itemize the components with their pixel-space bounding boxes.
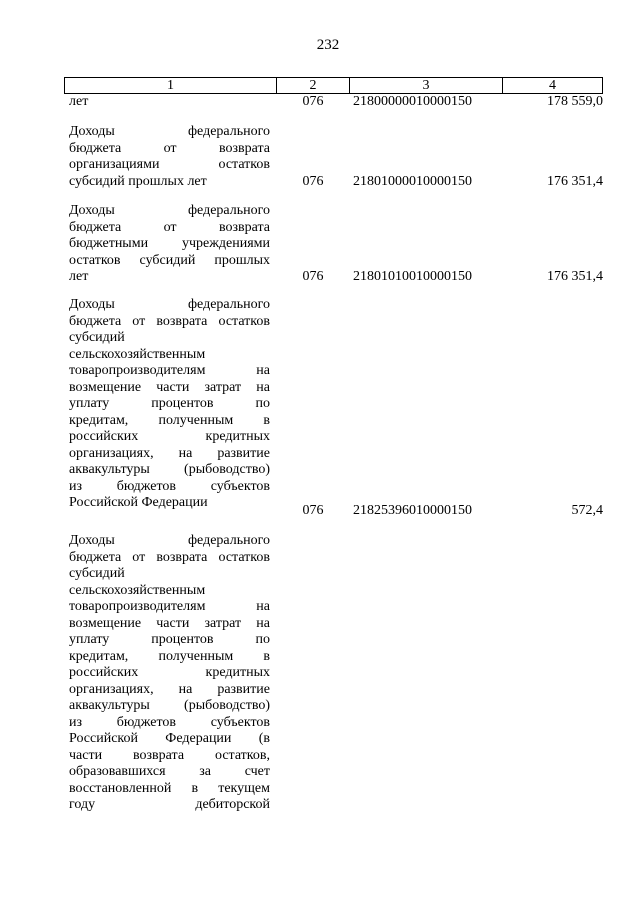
table-header [64,77,603,94]
description-line: субсидий [69,330,125,345]
page-number: 232 [316,37,340,53]
description-line: бюджетными учреждениями [69,236,270,251]
budget-code: 21801010010000150 [353,269,472,284]
description-line: организациях, на развитие [69,445,270,461]
admin-code: 076 [302,94,324,109]
row-description [69,533,270,814]
description-line: организациями остатков [69,157,270,172]
description-line: сельскохозяйственным [69,346,206,362]
description-line: уплату процентов по [69,632,270,647]
description-line: восстановленной в текущем [69,780,270,796]
description-line: бюджета от возврата остатков [69,549,270,565]
description-line: субсидий [69,566,125,581]
header-col-1: 1 [65,78,277,93]
admin-code: 076 [302,269,324,284]
description-line: уплату процентов по [69,396,270,411]
description-line: году дебиторской [69,797,270,812]
description-line: товаропроизводителям на [69,599,270,614]
amount: 178 559,0 [547,94,603,109]
row-description [69,297,270,512]
description-line: товаропроизводителям на [69,363,270,378]
description-line: кредитам, полученным в [69,412,270,428]
description-line: организациях, на развитие [69,681,270,697]
description-line: бюджета от возврата [69,140,270,156]
budget-code: 21801000010000150 [353,173,472,189]
row-description [69,94,270,111]
description-line: аквакультуры (рыбоводство) [69,698,270,713]
admin-code: 076 [302,173,324,189]
description-line: остатков субсидий прошлых [69,252,270,268]
description-line: Доходы федерального [69,297,270,312]
description-line: российских кредитных [69,665,270,680]
budget-code: 21825396010000150 [353,503,472,518]
amount: 176 351,4 [547,269,603,284]
description-line: Доходы федерального [69,203,270,218]
description-line: сельскохозяйственным [69,582,206,598]
header-col-2: 2 [277,78,350,93]
row-description [69,124,270,190]
amount: 176 351,4 [547,173,603,189]
admin-code: 076 [302,503,324,518]
description-line: лет [69,94,89,109]
description-line: кредитам, полученным в [69,648,270,664]
description-line: Российской Федерации (в [69,731,270,746]
amount: 572,4 [571,503,603,518]
description-line: из бюджетов субъектов [69,714,270,730]
description-line: российских кредитных [69,429,270,444]
description-line: субсидий прошлых лет [69,173,207,189]
description-line: бюджета от возврата [69,219,270,235]
description-line: бюджета от возврата остатков [69,313,270,329]
description-line: Российской Федерации [69,495,208,510]
description-line: Доходы федерального [69,124,270,139]
description-line: лет [69,269,89,284]
description-line: части возврата остатков, [69,747,270,763]
description-line: Доходы федерального [69,533,270,548]
description-line: аквакультуры (рыбоводство) [69,462,270,477]
header-col-3: 3 [350,78,503,93]
description-line: возмещение части затрат на [69,615,270,631]
description-line: образовавшихся за счет [69,764,270,779]
row-description [69,203,270,286]
budget-code: 21800000010000150 [353,94,472,109]
header-col-4: 4 [549,78,556,93]
description-line: возмещение части затрат на [69,379,270,395]
description-line: из бюджетов субъектов [69,478,270,494]
